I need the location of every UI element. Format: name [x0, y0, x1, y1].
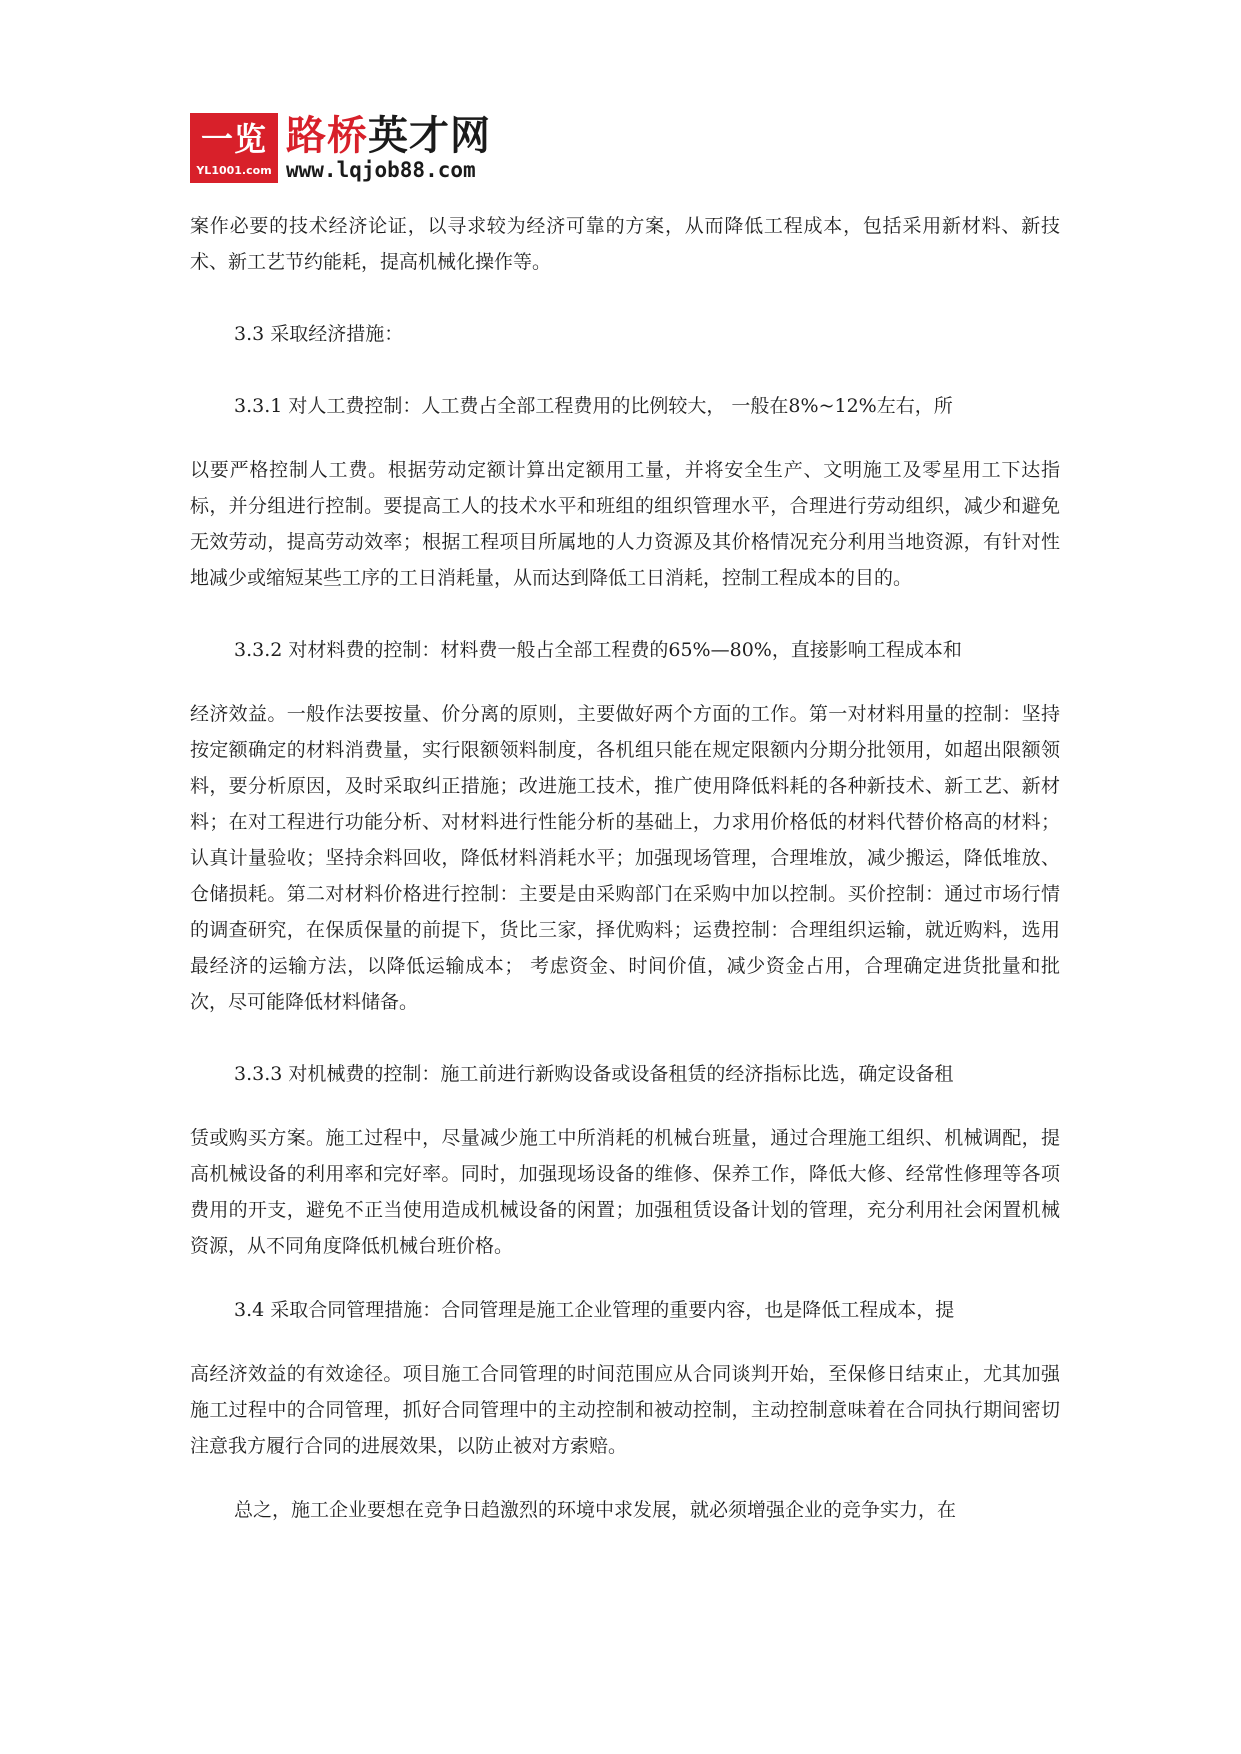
brand-name	[286, 114, 491, 158]
logo-text: 一览	[200, 120, 267, 158]
paragraph-conclusion: 总之，施工企业要想在竞争日趋激烈的环境中求发展，就必须增强企业的竞争实力，在	[234, 1499, 957, 1521]
paragraph-3-3-3-lead: 3.3.3 对机械费的控制：施工前进行新购设备或设备租赁的经济指标比选，确定设备租	[234, 1063, 954, 1085]
section-heading-3-3: 3.3 采取经济措施：	[234, 323, 404, 345]
brand	[286, 114, 491, 182]
logo	[190, 113, 278, 183]
logo-subtext: YL1001.com	[196, 164, 272, 177]
brand-name-dark: 英才网	[368, 113, 491, 159]
paragraph-3-3-1-body: 以要严格控制人工费。根据劳动定额计算出定额用工量，并将安全生产、文明施工及零星用工下达指标，并分组进行控制。要提高工人的技术水平和班组的组织管理水平，合理进行劳动组织，减少和避免无效劳动，提高劳动效率；根据工程项目所属地的人力资源及其价格情况充分利用当地资源，有针对性地减少或缩短某些工序的工日消耗量，从而达到降低工日消耗，控制工程成本的目的。	[190, 459, 1060, 589]
brand-name-red: 路桥	[286, 113, 368, 159]
paragraph-3-3-2-lead: 3.3.2 对材料费的控制：材料费一般占全部工程费的65%—80%，直接影响工程成本和	[234, 639, 962, 661]
paragraph-intro: 案作必要的技术经济论证，以寻求较为经济可靠的方案，从而降低工程成本，包括采用新材料、新技术、新工艺节约能耗，提高机械化操作等。	[190, 215, 1060, 273]
brand-url: www.lqjob88.com	[286, 158, 476, 182]
document-body	[190, 208, 1060, 1528]
paragraph-3-4-body: 高经济效益的有效途径。项目施工合同管理的时间范围应从合同谈判开始，至保修日结束止，尤其加强施工过程中的合同管理，抓好合同管理中的主动控制和被动控制，主动控制意味着在合同执行期间密切注意我方履行合同的进展效果，以防止被对方索赔。	[190, 1363, 1060, 1457]
paragraph-3-4-lead: 3.4 采取合同管理措施：合同管理是施工企业管理的重要内容，也是降低工程成本，提	[234, 1299, 955, 1321]
paragraph-3-3-1-lead: 3.3.1 对人工费控制：人工费占全部工程费用的比例较大， 一般在8%~12%左右，所	[234, 395, 953, 417]
paragraph-3-3-2-body: 经济效益。一般作法要按量、价分离的原则，主要做好两个方面的工作。第一对材料用量的控制：坚持按定额确定的材料消费量，实行限额领料制度，各机组只能在规定限额内分期分批领用，如超出限额领料，要分析原因，及时采取纠正措施；改进施工技术，推广使用降低料耗的各种新技术、新工艺、新材料；在对工程进行功能分析、对材料进行性能分析的基础上，力求用价格低的材料代替价格高的材料；认真计量验收；坚持余料回收，降低材料消耗水平；加强现场管理，合理堆放，减少搬运，降低堆放、仓储损耗。第二对材料价格进行控制：主要是由采购部门在采购中加以控制。买价控制：通过市场行情的调查研究，在保质保量的前提下，货比三家，择优购料；运费控制：合理组织运输，就近购料，选用最经济的运输方法，以降低运输成本； 考虑资金、时间价值，减少资金占用，合理确定进货批量和批次，尽可能降低材料储备。	[190, 703, 1060, 1013]
site-header	[190, 112, 491, 184]
paragraph-3-3-3-body: 赁或购买方案。施工过程中，尽量减少施工中所消耗的机械台班量，通过合理施工组织、机械调配，提高机械设备的利用率和完好率。同时，加强现场设备的维修、保养工作，降低大修、经常性修理等各项费用的开支，避免不正当使用造成机械设备的闲置；加强租赁设备计划的管理，充分利用社会闲置机械资源，从不同角度降低机械台班价格。	[190, 1127, 1060, 1257]
